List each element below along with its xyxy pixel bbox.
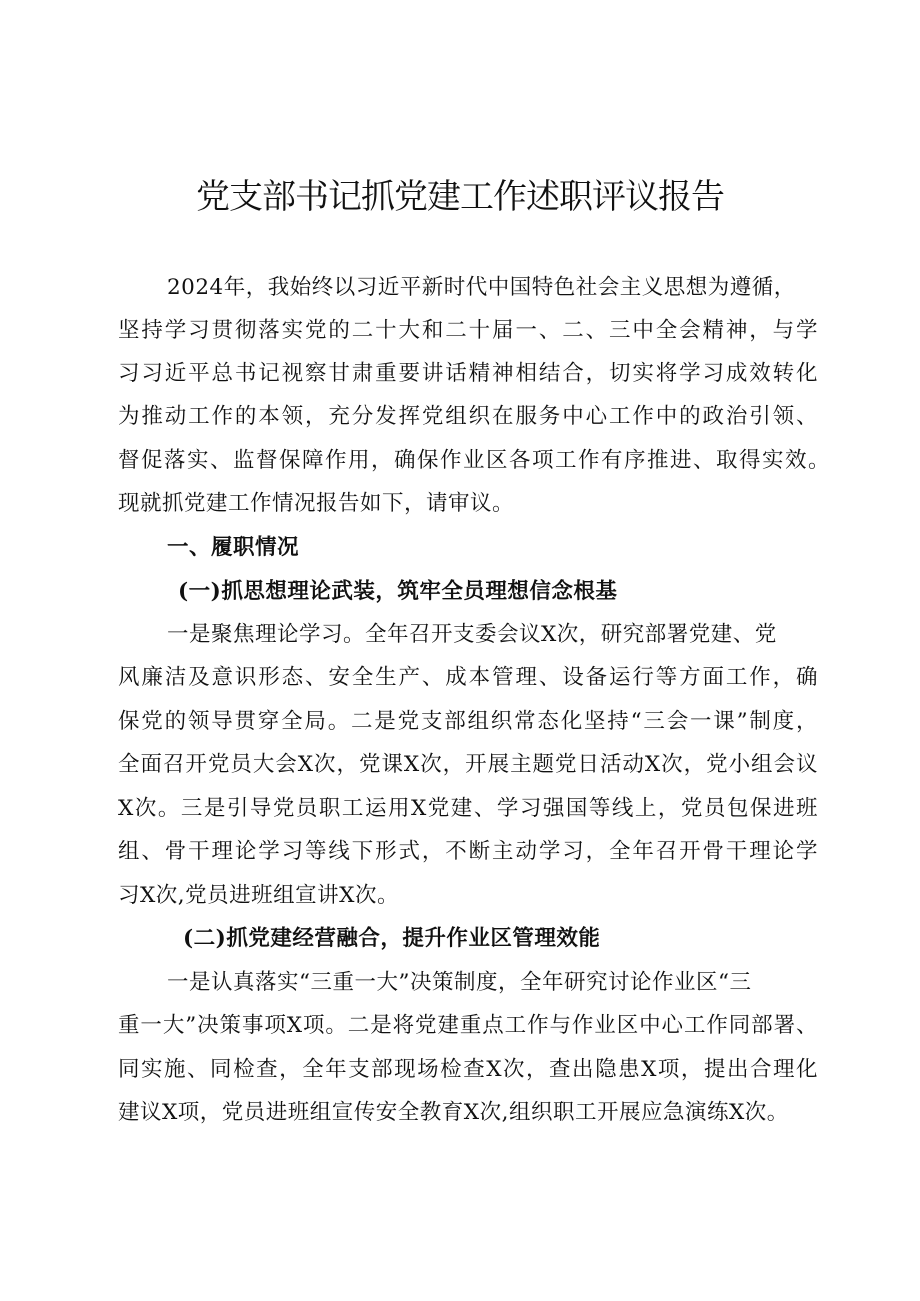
paragraph-line: 组、骨干理论学习等线下形式，不断主动学习，全年召开骨干理论学: [118, 839, 818, 864]
paragraph-line: 一是聚焦理论学习。全年召开支委会议X次，研究部署党建、党: [167, 622, 777, 647]
paragraph-line: X次。三是引导党员职工运用X党建、学习强国等线上，党员包保进班: [118, 796, 818, 821]
paragraph-line: 重一大”决策事项X项。二是将党建重点工作与作业区中心工作同部署、: [118, 1013, 818, 1038]
paragraph-line: 习X次,党员进班组宣讲X次。: [118, 883, 399, 908]
paragraph-line: 督促落实、监督保障作用，确保作业区各项工作有序推进、取得实效。: [118, 448, 830, 473]
paragraph-line: 建议X项，党员进班组宣传安全教育X次,组织职工开展应急演练X次。: [118, 1100, 789, 1125]
paragraph-line: 同实施、同检查，全年支部现场检查X次，查出隐患X项，提出合理化: [118, 1057, 818, 1082]
section-heading: 一、履职情况: [167, 535, 300, 560]
document-title: 党支部书记抓党建工作述职评议报告: [196, 177, 724, 217]
paragraph-line: 为推动工作的本领，充分发挥党组织在服务中心工作中的政治引领、: [118, 404, 818, 429]
paragraph-line: 现就抓党建工作情况报告如下，请审议。: [118, 491, 515, 516]
subsection-heading: (一)抓思想理论武装，筑牢全员理想信念根基: [178, 579, 618, 604]
paragraph-line: 保党的领导贯穿全局。二是党支部组织常态化坚持“三会一课”制度，: [118, 709, 818, 734]
paragraph-line: 习习近平总书记视察甘肃重要讲话精神相结合，切实将学习成效转化: [118, 361, 818, 386]
paragraph-line: 风廉洁及意识形态、安全生产、成本管理、设备运行等方面工作，确: [118, 665, 818, 690]
paragraph-line: 坚持学习贯彻落实党的二十大和二十届一、二、三中全会精神，与学: [118, 318, 818, 343]
paragraph-line: 2024年，我始终以习近平新时代中国特色社会主义思想为遵循，: [167, 275, 796, 300]
subsection-heading: (二)抓党建经营融合，提升作业区管理效能: [183, 926, 601, 951]
paragraph-line: 全面召开党员大会X次，党课X次，开展主题党日活动X次，党小组会议: [118, 752, 818, 777]
paragraph-line: 一是认真落实“三重一大”决策制度，全年研究讨论作业区“三: [167, 970, 752, 995]
